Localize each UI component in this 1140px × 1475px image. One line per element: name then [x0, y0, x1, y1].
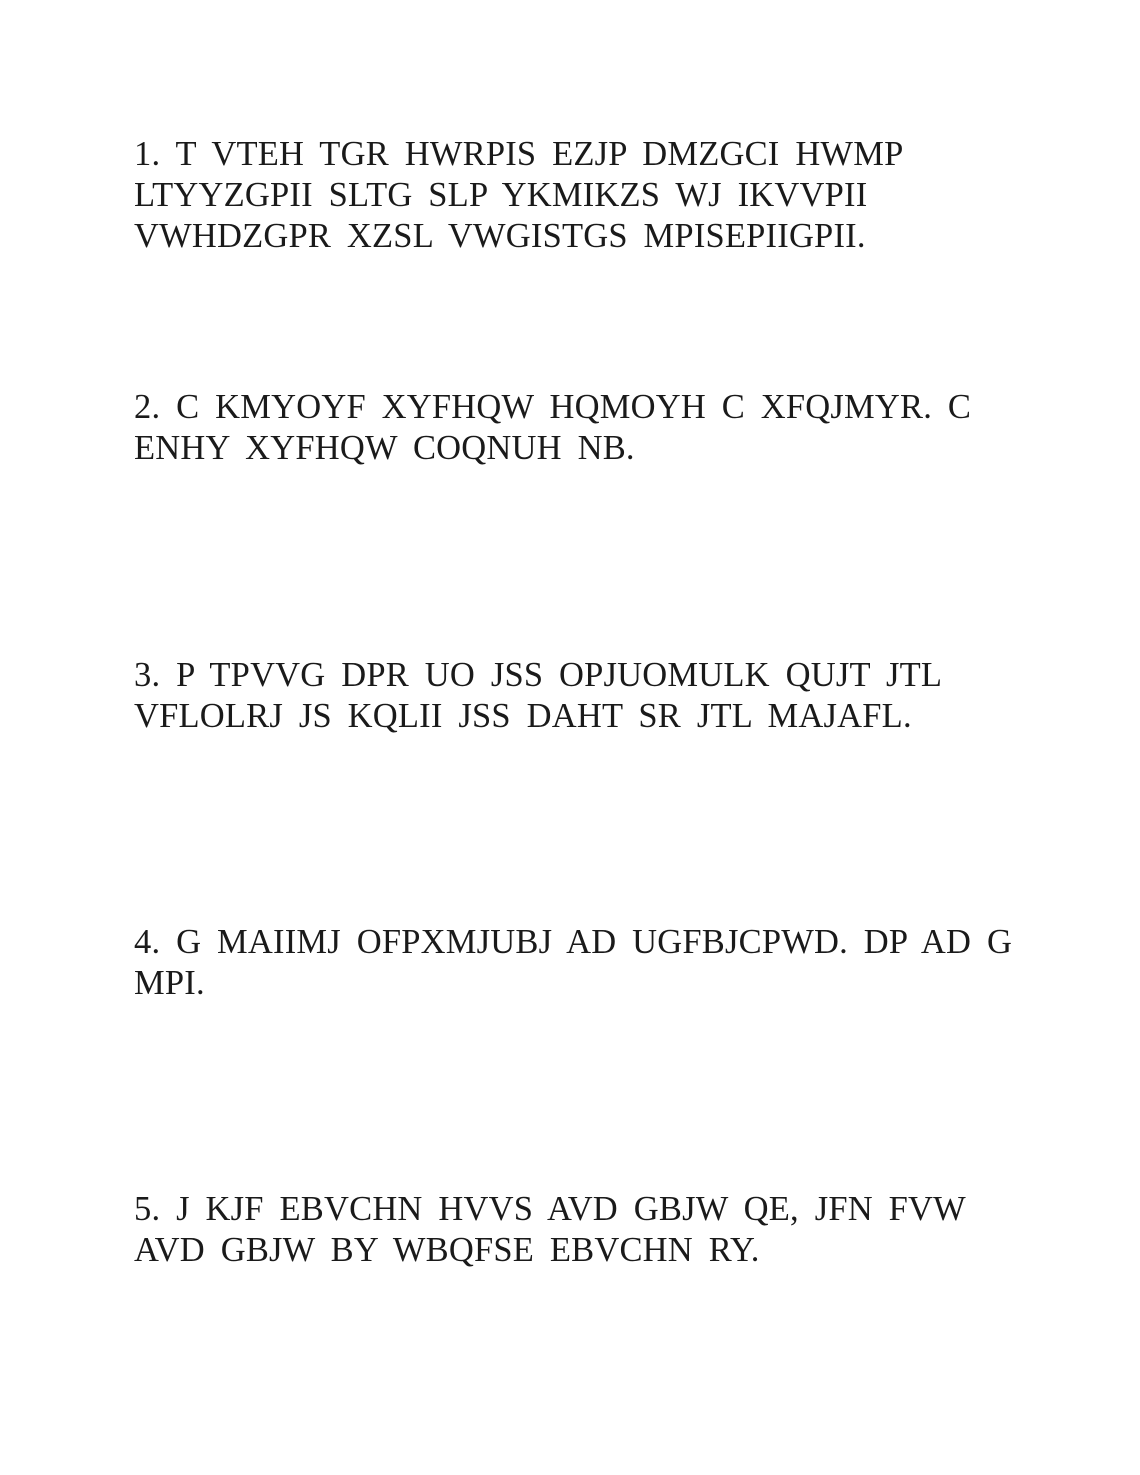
cryptogram-3-line-2: VFLOLRJ JS KQLII JSS DAHT SR JTL MAJAFL. [134, 697, 912, 735]
cryptogram-1-line-1: 1. T VTEH TGR HWRPIS EZJP DMZGCI HWMP [134, 135, 904, 173]
cryptogram-1 [134, 134, 1014, 257]
cryptogram-4 [134, 922, 1014, 1004]
cryptogram-3 [134, 655, 1014, 737]
cryptogram-1-line-2: LTYYZGPII SLTG SLP YKMIKZS WJ IKVVPII [134, 176, 868, 214]
cryptogram-2 [134, 387, 1014, 469]
cryptogram-2-line-1: 2. C KMYOYF XYFHQW HQMOYH C XFQJMYR. C [134, 388, 972, 426]
cryptogram-5 [134, 1189, 1014, 1271]
cryptogram-5-line-1: 5. J KJF EBVCHN HVVS AVD GBJW QE, JFN FVW [134, 1190, 966, 1228]
cryptogram-4-line-1: 4. G MAIIMJ OFPXMJUBJ AD UGFBJCPWD. DP AD G [134, 923, 1013, 961]
cryptogram-1-line-3: VWHDZGPR XZSL VWGISTGS MPISEPIIGPII. [134, 217, 866, 255]
cryptogram-4-line-2: MPI. [134, 964, 205, 1002]
cryptogram-2-line-2: ENHY XYFHQW COQNUH NB. [134, 429, 635, 467]
cryptogram-5-line-2: AVD GBJW BY WBQFSE EBVCHN RY. [134, 1231, 760, 1269]
cryptogram-3-line-1: 3. P TPVVG DPR UO JSS OPJUOMULK QUJT JTL [134, 656, 943, 694]
